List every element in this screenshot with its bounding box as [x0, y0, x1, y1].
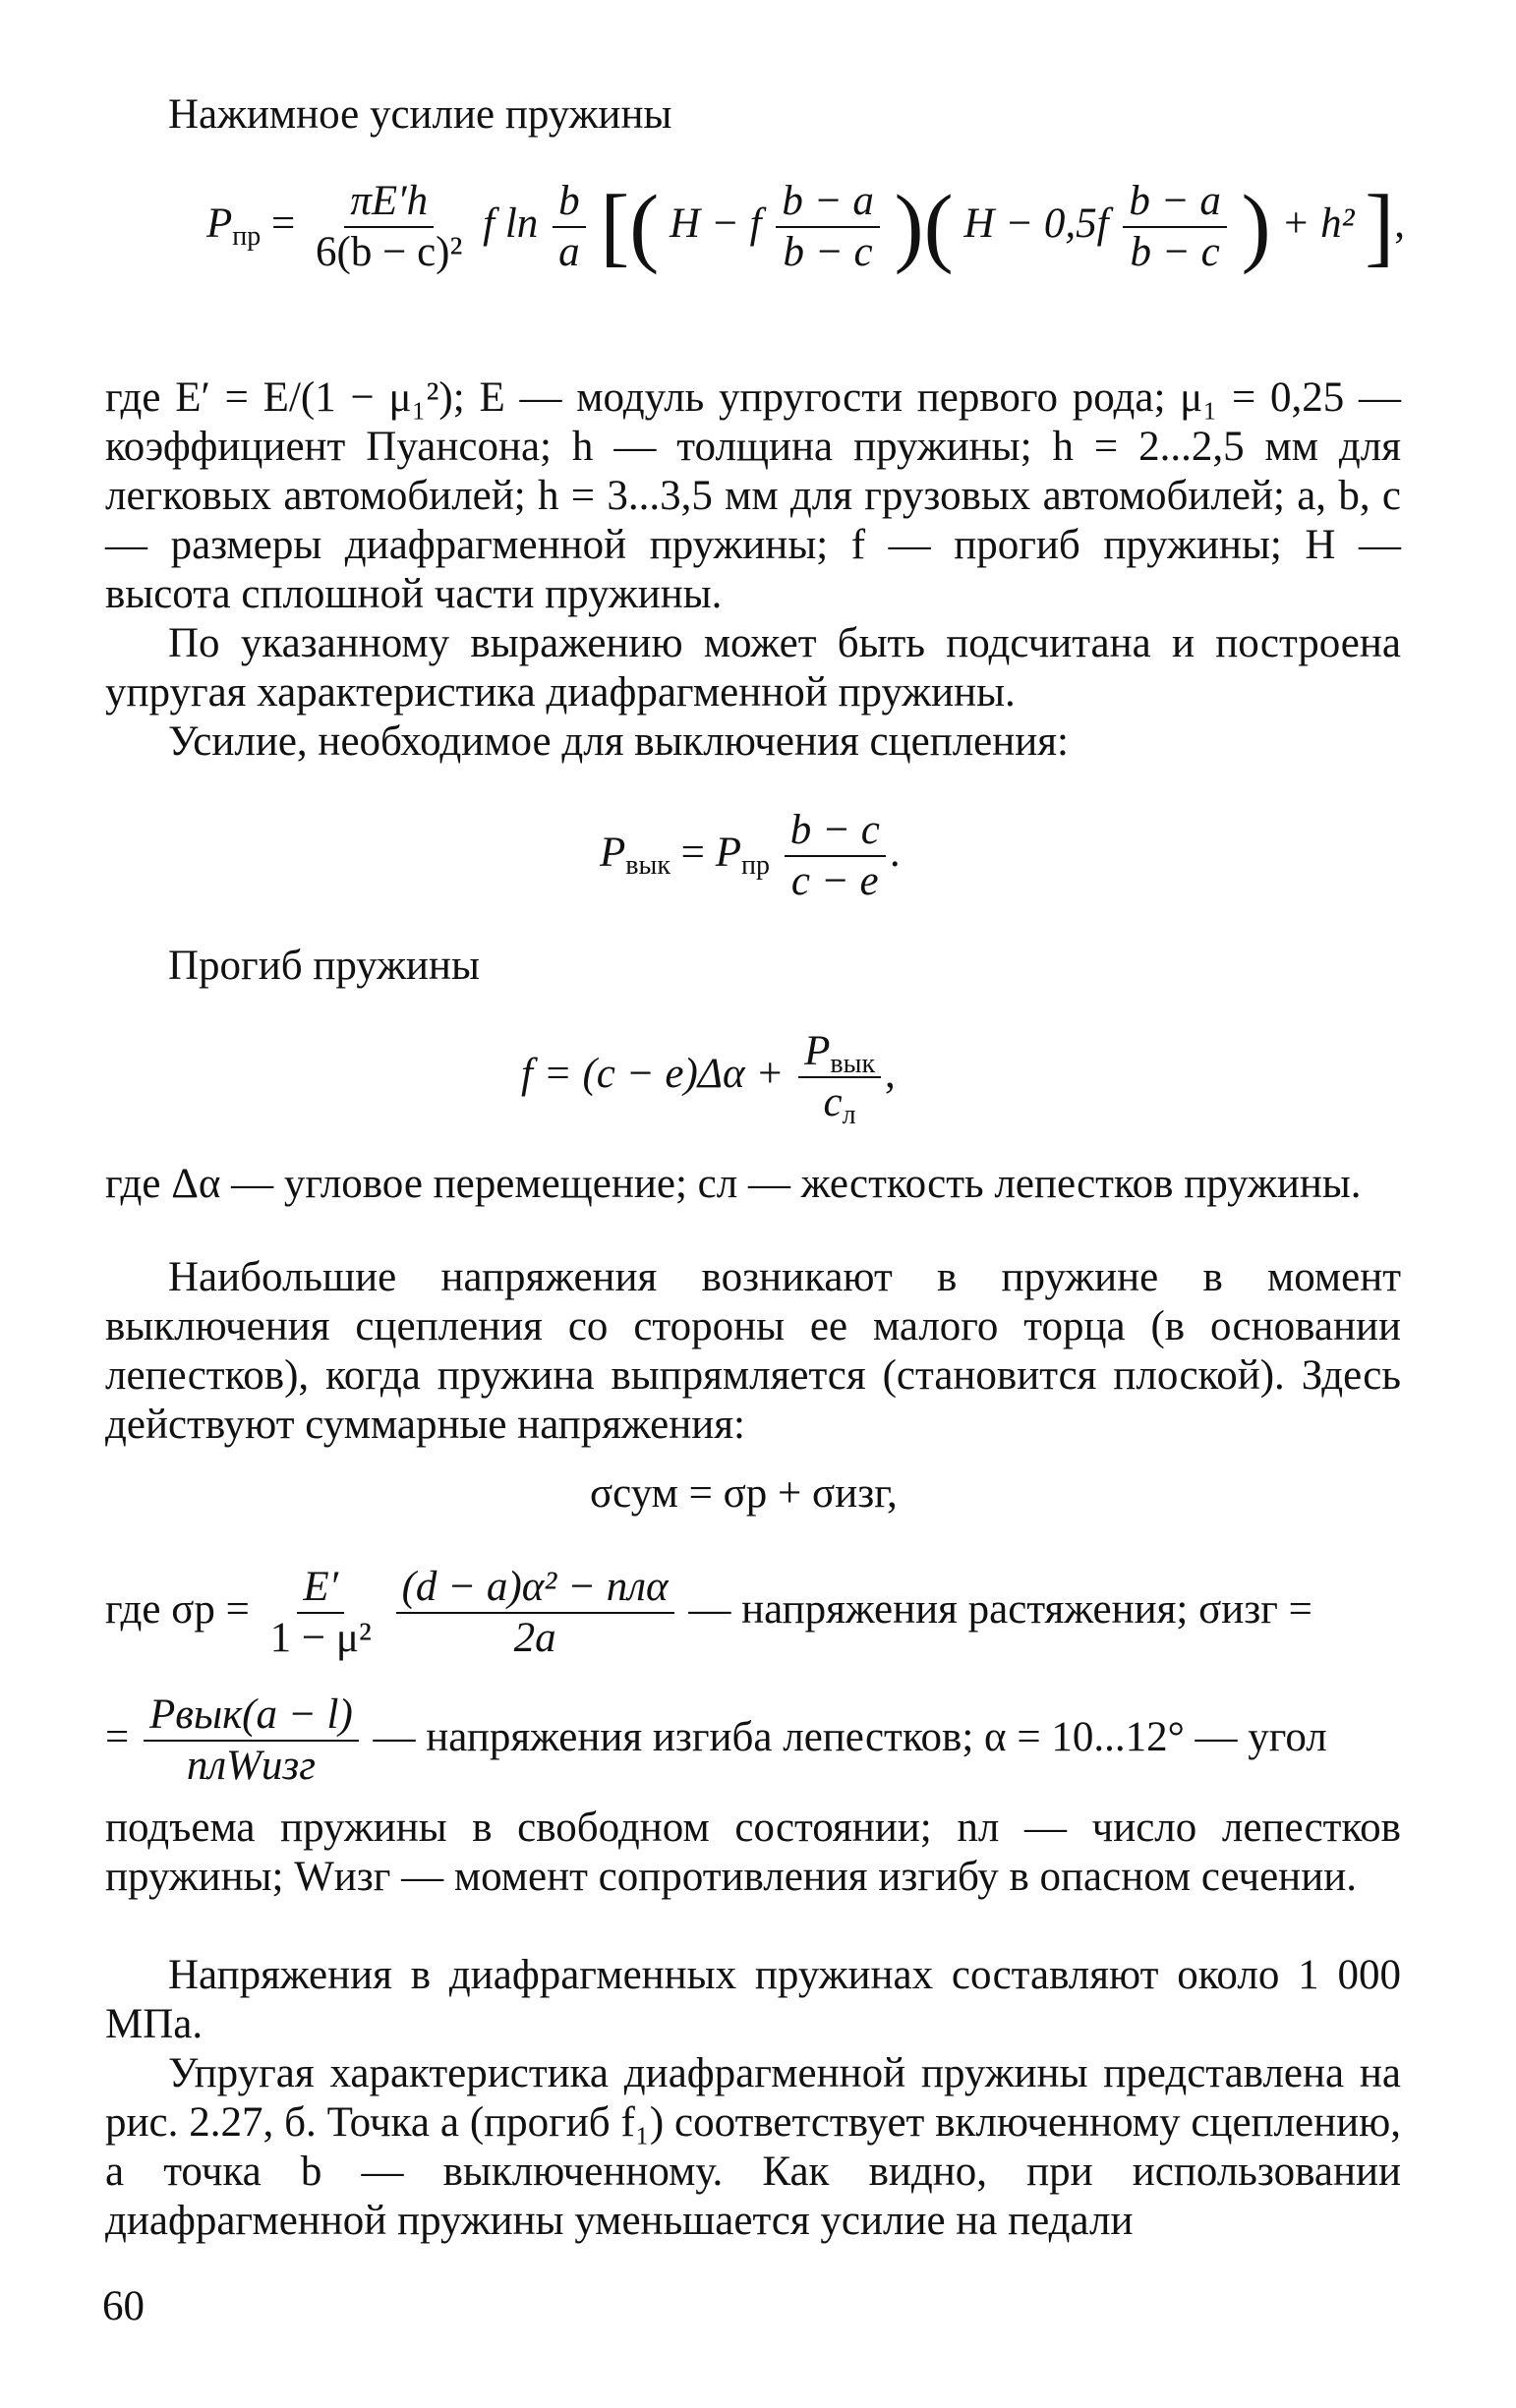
fsp-den1: 1 − μ²	[269, 1615, 372, 1661]
paragraph-definitions: где E′ = E/(1 − μ₁²); E — модуль упругости первого рода; μ₁ = 0,25 — коэффициент Пуансона; h — толщина пружины; h = 2...2,5 мм для легковых автомобилей; h = 3...3,5 мм для грузовых автомобилей; a, b, c — размеры диафрагменной пружины; f — прогиб пружины; H — высота сплошной части пружины.	[105, 374, 1401, 617]
fsi-den: nлWизг	[186, 1743, 316, 1789]
fsi-frac	[144, 1691, 359, 1791]
formula-sigma-i	[105, 1691, 1327, 1791]
fsp-frac2	[396, 1563, 674, 1663]
fm-frac2a	[776, 177, 880, 277]
fp-den: c − e	[790, 858, 879, 904]
fp-num: b − c	[789, 807, 880, 853]
fsi-lead: =	[105, 1713, 130, 1760]
paragraph-deflection-intro: Прогиб пружины	[168, 943, 480, 989]
fm-frac2a-num: b − a	[782, 178, 874, 224]
fsp-num2: (d − a)α² − nлα	[401, 1564, 669, 1610]
fsi-trail: — напряжения изгиба лепестков; α = 10...12° — угол	[373, 1713, 1327, 1760]
fm-ratio	[553, 177, 586, 277]
fsp-frac1	[264, 1563, 378, 1663]
fm-frac2a-den: b − c	[783, 229, 873, 275]
ff-lhs: f = (c − e)Δα +	[521, 1050, 785, 1097]
formula-pvyk: $P_{вык} = P_{пр}$ $\frac{b - c}{c - e}$ .	[600, 807, 901, 904]
fm-ratio-num: b	[558, 178, 580, 224]
fp-lhs: P	[600, 829, 626, 876]
fp-frac	[785, 806, 886, 906]
formula-f	[521, 1027, 896, 1130]
fsp-num1: E′	[303, 1564, 339, 1610]
fp-lhs-sub: вык	[625, 849, 671, 881]
formula-sigma: σсум = σр + σизг,	[590, 1470, 898, 1517]
fm-lhs-sub: пр	[232, 220, 262, 252]
fm-frac-num: πE′h	[350, 178, 429, 224]
paragraph-magnitude: Напряжения в диафрагменных пружинах составляют около 1 000 МПа.	[105, 1952, 1401, 2047]
fm-lhs: P	[206, 200, 233, 247]
fp-rhs: P	[715, 829, 741, 876]
paragraph-figure: Упругая характеристика диафрагменной пружины представлена на рис. 2.27, б. Точка a (прогиб f₁) соответствует включенному сцеплению, а точка b — выключенному. Как видно, при использовании диафрагменной пружины уменьшается усилие на педали	[105, 2050, 1401, 2244]
paragraph-rise: подъема пружины в свободном состоянии; nл — число лепестков пружины; Wизг — момент сопротивления изгибу в опасном сечении.	[105, 1805, 1401, 1900]
ff-frac	[798, 1027, 881, 1130]
formula-main: $P_{пр}$ = $\frac{\pi E'h}{\text{6(b − c)²}}$ f ln $\frac{b}{a}$ [( H − f $\frac{b - a}{b - c}$ )( H − 0,5f $\frac{b - a}{b - c}$ ) + h² ],	[206, 178, 1406, 275]
ff-den-sub: л	[842, 1100, 856, 1130]
fm-t1: H − f	[670, 200, 762, 247]
fsp-lead: где σр =	[105, 1585, 250, 1633]
paragraph-angle: где Δα — угловое перемещение; cл — жесткость лепестков пружины.	[105, 1161, 1362, 1207]
paragraph-characteristic: По указанному выражению может быть подсчитана и построена упругая характеристика диафрагменной пружины.	[105, 620, 1401, 716]
fm-t2: H − 0,5f	[963, 200, 1109, 247]
formula-sigma-p	[105, 1563, 1312, 1663]
fm-frac-den: 6(b − c)²	[316, 229, 463, 275]
fm-ratio-den: a	[558, 229, 580, 275]
fm-frac	[310, 177, 468, 277]
fm-frac2b-num: b − a	[1129, 178, 1221, 224]
fm-mid: f ln	[483, 200, 539, 247]
page-number: 60	[102, 2283, 145, 2329]
fp-rhs-sub: пр	[740, 849, 770, 881]
intro-line: Нажимное усилие пружины	[168, 91, 672, 138]
ff-den: c	[823, 1079, 843, 1125]
fsp-den2: 2a	[513, 1615, 556, 1661]
paragraph-force-intro: Усилие, необходимое для выключения сцепления:	[168, 718, 1069, 765]
ff-end: ,	[885, 1050, 896, 1097]
fsp-trail: — напряжения растяжения; σизг =	[688, 1585, 1312, 1633]
fm-frac2b-den: b − c	[1130, 229, 1220, 275]
ff-num: P	[804, 1028, 831, 1074]
paragraph-stresses: Наибольшие напряжения возникают в пружине в момент выключения сцепления со стороны ее малого торца (в основании лепестков), когда пружина выпрямляется (становится плоской). Здесь действуют суммарные напряжения:	[105, 1254, 1401, 1448]
fm-frac2b	[1123, 177, 1227, 277]
ff-num-sub: вык	[830, 1049, 876, 1079]
fp-end: .	[889, 829, 901, 876]
fsi-num: Pвык(a − l)	[149, 1691, 353, 1738]
fm-tail: + h²	[1281, 200, 1355, 247]
